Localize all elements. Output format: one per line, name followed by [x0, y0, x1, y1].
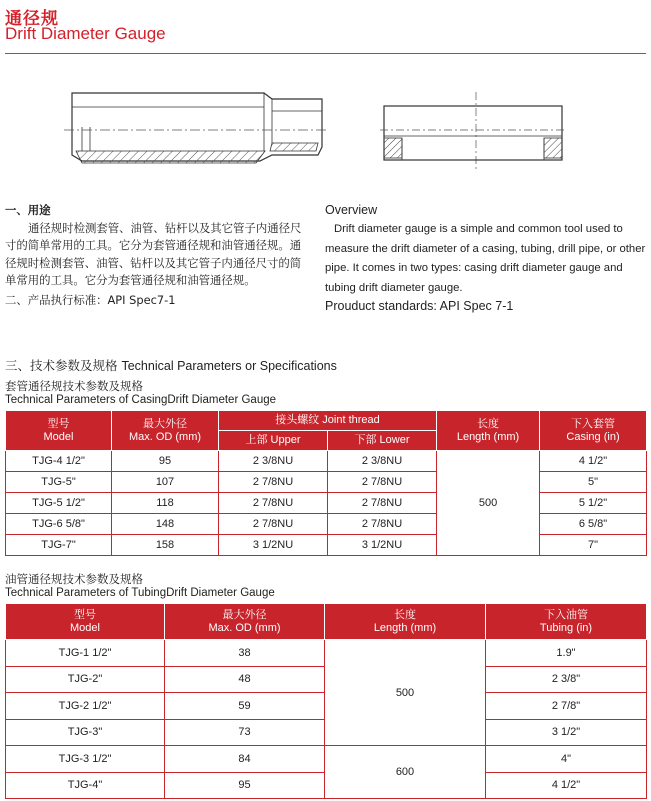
- cell-od: 48: [165, 666, 325, 693]
- tubing-spec-table: [5, 603, 647, 799]
- cell-upper: 3 1/2NU: [219, 535, 328, 556]
- title-divider: [5, 53, 646, 54]
- overview-body: Drift diameter gauge is a simple and common tool used to measure the drift diameter of a casing, tubing, drill pipe, or other pipe. It comes in two types: casing drift diameter gauge and tubing drift diameter gauge.: [325, 223, 646, 294]
- cell-od: 38: [165, 640, 325, 667]
- cell-model: TJG-2 1/2": [6, 693, 165, 720]
- cell-model: TJG-5": [6, 472, 112, 493]
- cell-length: 500: [437, 451, 540, 556]
- cell-model: TJG-3 1/2": [6, 746, 165, 773]
- cell-casing: 4 1/2": [540, 451, 647, 472]
- col-header-casing: 下入套管 Casing (in): [540, 411, 647, 451]
- casing-table-caption: [5, 379, 276, 407]
- table-row: [6, 514, 647, 535]
- col-header-length: 长度 Length (mm): [325, 604, 486, 640]
- tubing-caption-en: Technical Parameters of TubingDrift Diameter Gauge: [5, 587, 275, 599]
- cell-model: TJG-5 1/2": [6, 493, 112, 514]
- col-header-model: 型号 Model: [6, 411, 112, 451]
- col-header-upper: 上部 Upper: [219, 431, 328, 451]
- col-header-od: 最大外径 Max. OD (mm): [165, 604, 325, 640]
- cell-lower: 2 7/8NU: [328, 493, 437, 514]
- ring-section-drawing: [378, 92, 568, 172]
- cell-tubing: 2 3/8": [486, 666, 647, 693]
- overview-heading: Overview: [325, 203, 378, 217]
- cell-tubing: 3 1/2": [486, 719, 647, 746]
- cell-od: 73: [165, 719, 325, 746]
- page-title-cn: 通径规: [5, 9, 59, 29]
- cell-model: TJG-7": [6, 535, 112, 556]
- cell-od: 107: [112, 472, 219, 493]
- tubing-caption-cn: 油管通径规技术参数及规格: [5, 572, 143, 586]
- table-row: [6, 451, 647, 472]
- cell-upper: 2 7/8NU: [219, 514, 328, 535]
- table-row: [6, 746, 647, 773]
- cell-tubing: 4 1/2": [486, 772, 647, 799]
- col-header-thread: 接头螺纹 Joint thread: [219, 411, 437, 431]
- cell-lower: 3 1/2NU: [328, 535, 437, 556]
- col-header-model: 型号 Model: [6, 604, 165, 640]
- cell-model: TJG-4": [6, 772, 165, 799]
- cell-casing: 7": [540, 535, 647, 556]
- col-header-lower: 下部 Lower: [328, 431, 437, 451]
- cell-tubing: 2 7/8": [486, 693, 647, 720]
- usage-section-cn: [5, 202, 305, 309]
- cell-upper: 2 7/8NU: [219, 472, 328, 493]
- section3-heading: [5, 356, 337, 374]
- cell-tubing: 4": [486, 746, 647, 773]
- cell-lower: 2 3/8NU: [328, 451, 437, 472]
- usage-body: 通径规时检测套管、油管、钻杆以及其它管子内通径尺寸的简单常用的工具。它分为套管通径规和油管通径规。通径规时检测套管、油管、钻杆以及其它管子内通径尺寸的简单常用的工具。它分为套管通径规和油管通径规。: [5, 220, 302, 287]
- casing-caption-en: Technical Parameters of CasingDrift Diameter Gauge: [5, 394, 277, 406]
- gauge-section-drawing: [60, 85, 330, 175]
- cell-model: TJG-2": [6, 666, 165, 693]
- casing-caption-cn: 套管通径规技术参数及规格: [5, 379, 143, 393]
- table-row: [6, 493, 647, 514]
- cell-lower: 2 7/8NU: [328, 472, 437, 493]
- cell-length: 600: [325, 746, 486, 799]
- cell-od: 158: [112, 535, 219, 556]
- overview-section-en: [325, 202, 647, 315]
- usage-heading: 一、用途: [5, 203, 51, 217]
- cell-casing: 6 5/8": [540, 514, 647, 535]
- cell-model: TJG-1 1/2": [6, 640, 165, 667]
- cell-length: 500: [325, 640, 486, 746]
- table-row: [6, 535, 647, 556]
- cell-model: TJG-4 1/2": [6, 451, 112, 472]
- cell-upper: 2 3/8NU: [219, 451, 328, 472]
- cell-lower: 2 7/8NU: [328, 514, 437, 535]
- section3-heading-en: Technical Parameters or Specifications: [121, 359, 337, 373]
- cell-od: 84: [165, 746, 325, 773]
- section3-heading-cn: 三、技术参数及规格: [5, 358, 122, 373]
- cell-upper: 2 7/8NU: [219, 493, 328, 514]
- col-header-tubing: 下入油管 Tubing (in): [486, 604, 647, 640]
- standard-line-cn: 二、产品执行标准：API Spec7-1: [5, 292, 176, 307]
- cell-casing: 5": [540, 472, 647, 493]
- cell-od: 95: [112, 451, 219, 472]
- page-title-en: Drift Diameter Gauge: [5, 24, 166, 43]
- table-row: [6, 640, 647, 667]
- cell-od: 95: [165, 772, 325, 799]
- cell-casing: 5 1/2": [540, 493, 647, 514]
- cell-tubing: 1.9": [486, 640, 647, 667]
- col-header-length: 长度 Length (mm): [437, 411, 540, 451]
- table-row: [6, 472, 647, 493]
- tubing-table-caption: [5, 572, 275, 600]
- cell-od: 148: [112, 514, 219, 535]
- standard-line-en: Prouduct standards: API Spec 7-1: [325, 299, 514, 313]
- cell-od: 59: [165, 693, 325, 720]
- col-header-od: 最大外径 Max. OD (mm): [112, 411, 219, 451]
- casing-spec-table: [5, 410, 647, 556]
- cell-model: TJG-3": [6, 719, 165, 746]
- cell-od: 118: [112, 493, 219, 514]
- cell-model: TJG-6 5/8": [6, 514, 112, 535]
